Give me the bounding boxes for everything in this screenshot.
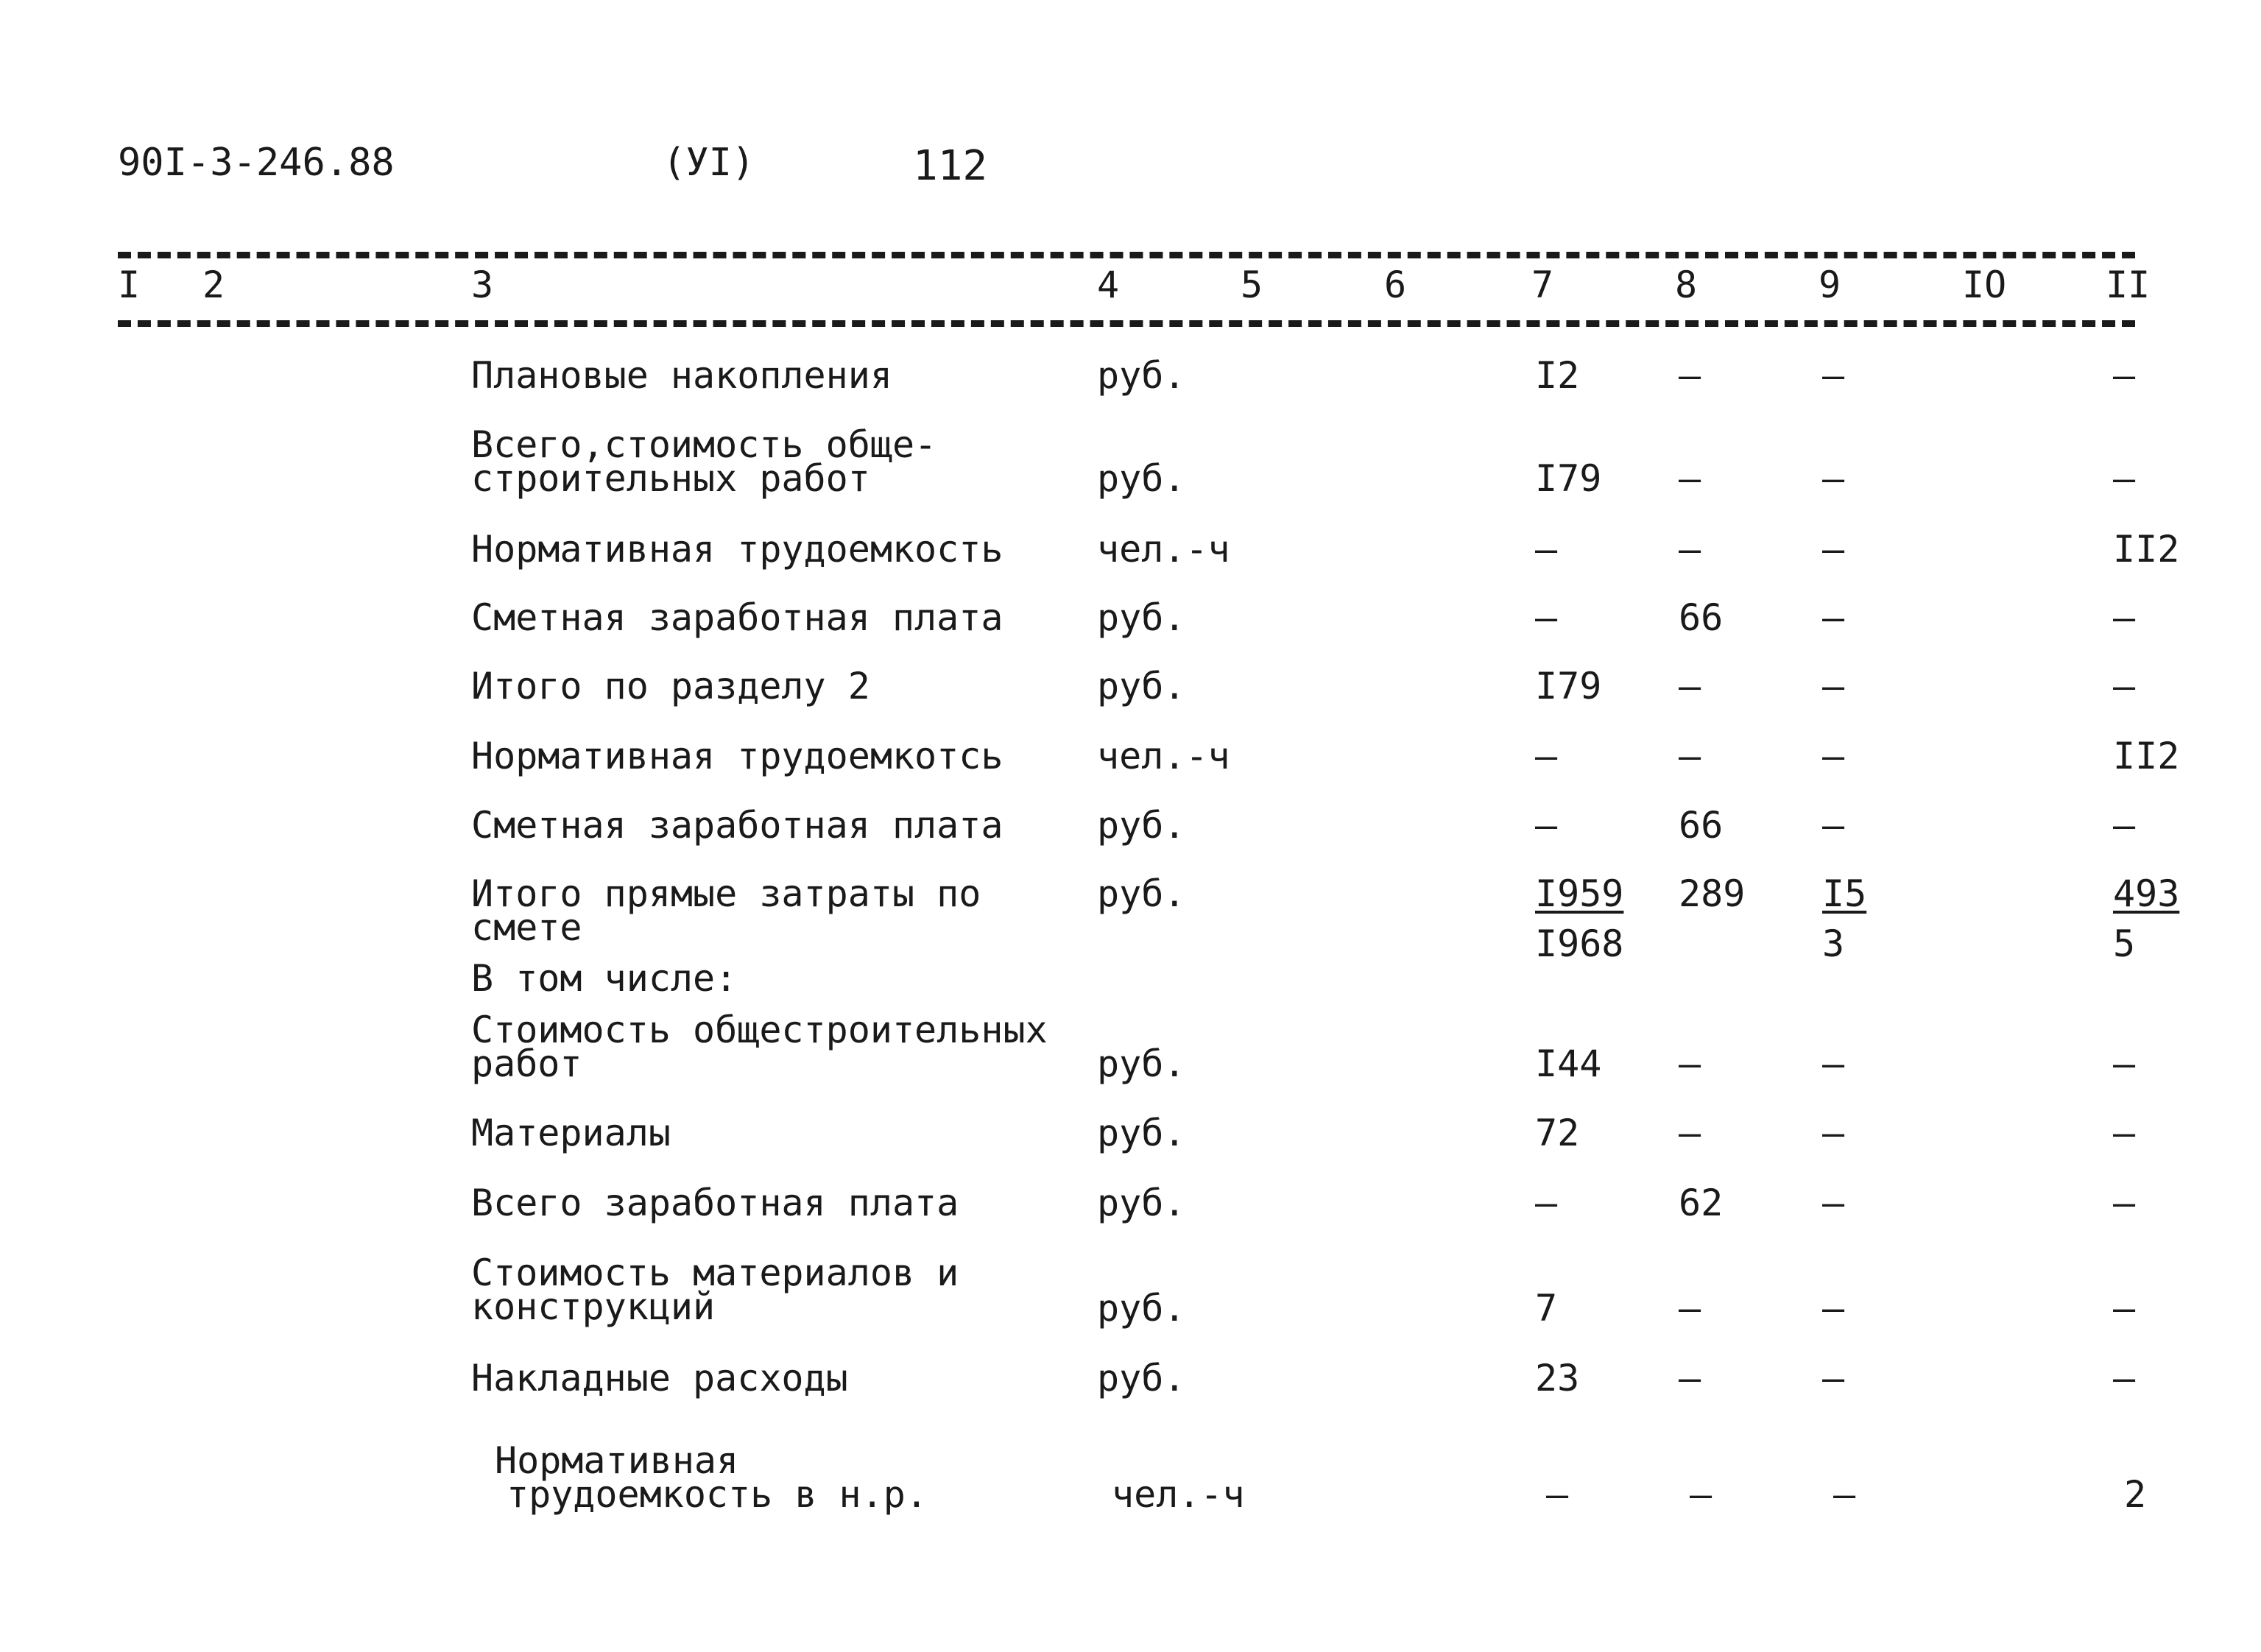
row-value-col7: 72 bbox=[1535, 1112, 1580, 1154]
row-unit: руб. bbox=[1097, 665, 1186, 707]
row-description-line2: строительных работ bbox=[471, 457, 870, 500]
row-unit: руб. bbox=[1097, 457, 1186, 500]
row-value-col11: – bbox=[2113, 596, 2136, 639]
table-row bbox=[0, 596, 2261, 674]
row-unit: руб. bbox=[1097, 354, 1186, 397]
column-number-9: 9 bbox=[1819, 264, 1841, 306]
row-value-col7: 23 bbox=[1535, 1357, 1580, 1399]
row-value-col8: – bbox=[1679, 457, 1701, 500]
row-value-col7-denominator: I968 bbox=[1535, 922, 1624, 965]
table-row bbox=[0, 735, 2261, 812]
row-value-col9: – bbox=[1822, 735, 1845, 777]
table-row bbox=[0, 1439, 2261, 1517]
row-value-col11: – bbox=[2113, 1182, 2136, 1224]
table-row bbox=[0, 1009, 2261, 1086]
row-value-col7-numerator: I959 bbox=[1535, 872, 1624, 915]
row-unit: руб. bbox=[1097, 872, 1186, 915]
row-value-col11: – bbox=[2113, 665, 2136, 707]
row-description: Материалы bbox=[471, 1112, 671, 1154]
row-unit: чел.-ч bbox=[1097, 735, 1230, 777]
row-value-col11: – bbox=[2113, 1042, 2136, 1085]
row-description: Итого прямые затраты по bbox=[471, 872, 981, 915]
page-number: 112 bbox=[913, 142, 988, 190]
column-number-10: IO bbox=[1962, 264, 2007, 306]
table-row bbox=[0, 804, 2261, 881]
row-unit: руб. bbox=[1097, 1357, 1186, 1399]
row-value-col9: – bbox=[1822, 354, 1845, 397]
row-value-col8: – bbox=[1679, 735, 1701, 777]
row-value-col7: – bbox=[1535, 735, 1558, 777]
row-unit: руб. bbox=[1097, 1287, 1186, 1330]
row-description: Стоимость материалов и bbox=[471, 1252, 959, 1294]
row-description: Сметная заработная плата bbox=[471, 804, 1003, 847]
table-row bbox=[0, 528, 2261, 605]
row-value-col11: – bbox=[2113, 1287, 2136, 1330]
row-value-col11: – bbox=[2113, 354, 2136, 397]
row-value-col9: – bbox=[1822, 457, 1845, 500]
row-unit: руб. bbox=[1097, 1112, 1186, 1154]
row-value-col9-denominator: 3 bbox=[1822, 922, 1845, 965]
row-value-col7: – bbox=[1535, 528, 1558, 571]
row-value-col7: 7 bbox=[1535, 1287, 1558, 1330]
row-value-col8: – bbox=[1679, 1357, 1701, 1399]
table-row bbox=[0, 1112, 2261, 1189]
row-value-col11: – bbox=[2113, 1357, 2136, 1399]
row-value-col8: – bbox=[1690, 1473, 1712, 1516]
row-description: Стоимость общестроительных bbox=[471, 1009, 1048, 1051]
row-description: Накладные расходы bbox=[471, 1357, 848, 1399]
column-number-5: 5 bbox=[1241, 264, 1263, 306]
row-value-col11: II2 bbox=[2113, 528, 2180, 571]
header-top-rule bbox=[118, 252, 2135, 258]
row-value-col9: – bbox=[1822, 1182, 1845, 1224]
row-value-col9: – bbox=[1822, 596, 1845, 639]
row-description: Плановые накопления bbox=[471, 354, 892, 397]
row-description-line2: смете bbox=[471, 906, 582, 949]
row-value-col8: 62 bbox=[1679, 1182, 1724, 1224]
row-unit: руб. bbox=[1097, 596, 1186, 639]
row-description-line2: работ bbox=[471, 1042, 582, 1085]
row-value-col9: – bbox=[1822, 1287, 1845, 1330]
column-number-8: 8 bbox=[1675, 264, 1698, 306]
row-description: Нормативная трудоемкость bbox=[471, 528, 1003, 571]
row-value-col9: – bbox=[1822, 528, 1845, 571]
column-number-11: II bbox=[2106, 264, 2151, 306]
row-value-col8: – bbox=[1679, 1287, 1701, 1330]
row-value-col9: – bbox=[1822, 1042, 1845, 1085]
row-value-col9: – bbox=[1822, 1112, 1845, 1154]
header-bottom-rule bbox=[118, 320, 2135, 327]
row-unit: руб. bbox=[1097, 804, 1186, 847]
row-value-col7: – bbox=[1535, 1182, 1558, 1224]
row-description: Нормативная трудоемкотсь bbox=[471, 735, 1003, 777]
row-description: Сметная заработная плата bbox=[471, 596, 1003, 639]
column-number-3: 3 bbox=[471, 264, 494, 306]
row-value-col11: – bbox=[2113, 804, 2136, 847]
row-unit: чел.-ч bbox=[1112, 1473, 1245, 1516]
row-unit: чел.-ч bbox=[1097, 528, 1230, 571]
row-description-line2: конструкций bbox=[471, 1285, 716, 1328]
row-value-col7: I2 bbox=[1535, 354, 1580, 397]
table-row bbox=[0, 1357, 2261, 1434]
column-number-7: 7 bbox=[1531, 264, 1554, 306]
row-value-col7: I79 bbox=[1535, 665, 1602, 707]
document-code: 90I-3-246.88 bbox=[118, 141, 395, 185]
row-value-col9: – bbox=[1822, 1357, 1845, 1399]
row-value-col11: 2 bbox=[2124, 1473, 2147, 1516]
row-value-col9: – bbox=[1822, 665, 1845, 707]
row-value-col7: – bbox=[1535, 596, 1558, 639]
row-value-col7: I79 bbox=[1535, 457, 1602, 500]
row-value-col9-numerator: I5 bbox=[1822, 872, 1867, 915]
row-value-col11-numerator: 493 bbox=[2113, 872, 2180, 915]
table-row bbox=[0, 665, 2261, 742]
row-description: Нормативная bbox=[495, 1439, 739, 1482]
row-value-col9: – bbox=[1833, 1473, 1856, 1516]
row-unit: руб. bbox=[1097, 1042, 1186, 1085]
column-number-4: 4 bbox=[1097, 264, 1120, 306]
row-value-col7: I44 bbox=[1535, 1042, 1602, 1085]
column-number-1: I bbox=[118, 264, 141, 306]
row-value-col8: 66 bbox=[1679, 596, 1724, 639]
row-value-col8: – bbox=[1679, 1042, 1701, 1085]
row-value-col9: – bbox=[1822, 804, 1845, 847]
row-value-col7: – bbox=[1546, 1473, 1569, 1516]
row-description-line2: трудоемкость в н.р. bbox=[507, 1473, 928, 1516]
row-value-col8: – bbox=[1679, 354, 1701, 397]
table-row bbox=[0, 1182, 2261, 1259]
row-value-col8: – bbox=[1679, 1112, 1701, 1154]
row-value-col11-denominator: 5 bbox=[2113, 922, 2136, 965]
row-unit: руб. bbox=[1097, 1182, 1186, 1224]
row-description: В том числе: bbox=[471, 957, 738, 1000]
row-description: Всего,стоимость обще- bbox=[471, 423, 937, 466]
section-label: (УI) bbox=[663, 141, 755, 185]
row-value-col7: – bbox=[1535, 804, 1558, 847]
row-value-col11: – bbox=[2113, 1112, 2136, 1154]
row-description: Всего заработная плата bbox=[471, 1182, 959, 1224]
row-value-col8: 289 bbox=[1679, 872, 1746, 915]
row-value-col8: – bbox=[1679, 665, 1701, 707]
column-number-6: 6 bbox=[1384, 264, 1407, 306]
row-value-col8: – bbox=[1679, 528, 1701, 571]
row-description: Итого по разделу 2 bbox=[471, 665, 870, 707]
table-row bbox=[0, 1252, 2261, 1330]
table-row bbox=[0, 423, 2261, 501]
row-value-col8: 66 bbox=[1679, 804, 1724, 847]
table-row bbox=[0, 354, 2261, 431]
column-number-2: 2 bbox=[202, 264, 225, 306]
row-value-col11: – bbox=[2113, 457, 2136, 500]
row-value-col11: II2 bbox=[2113, 735, 2180, 777]
